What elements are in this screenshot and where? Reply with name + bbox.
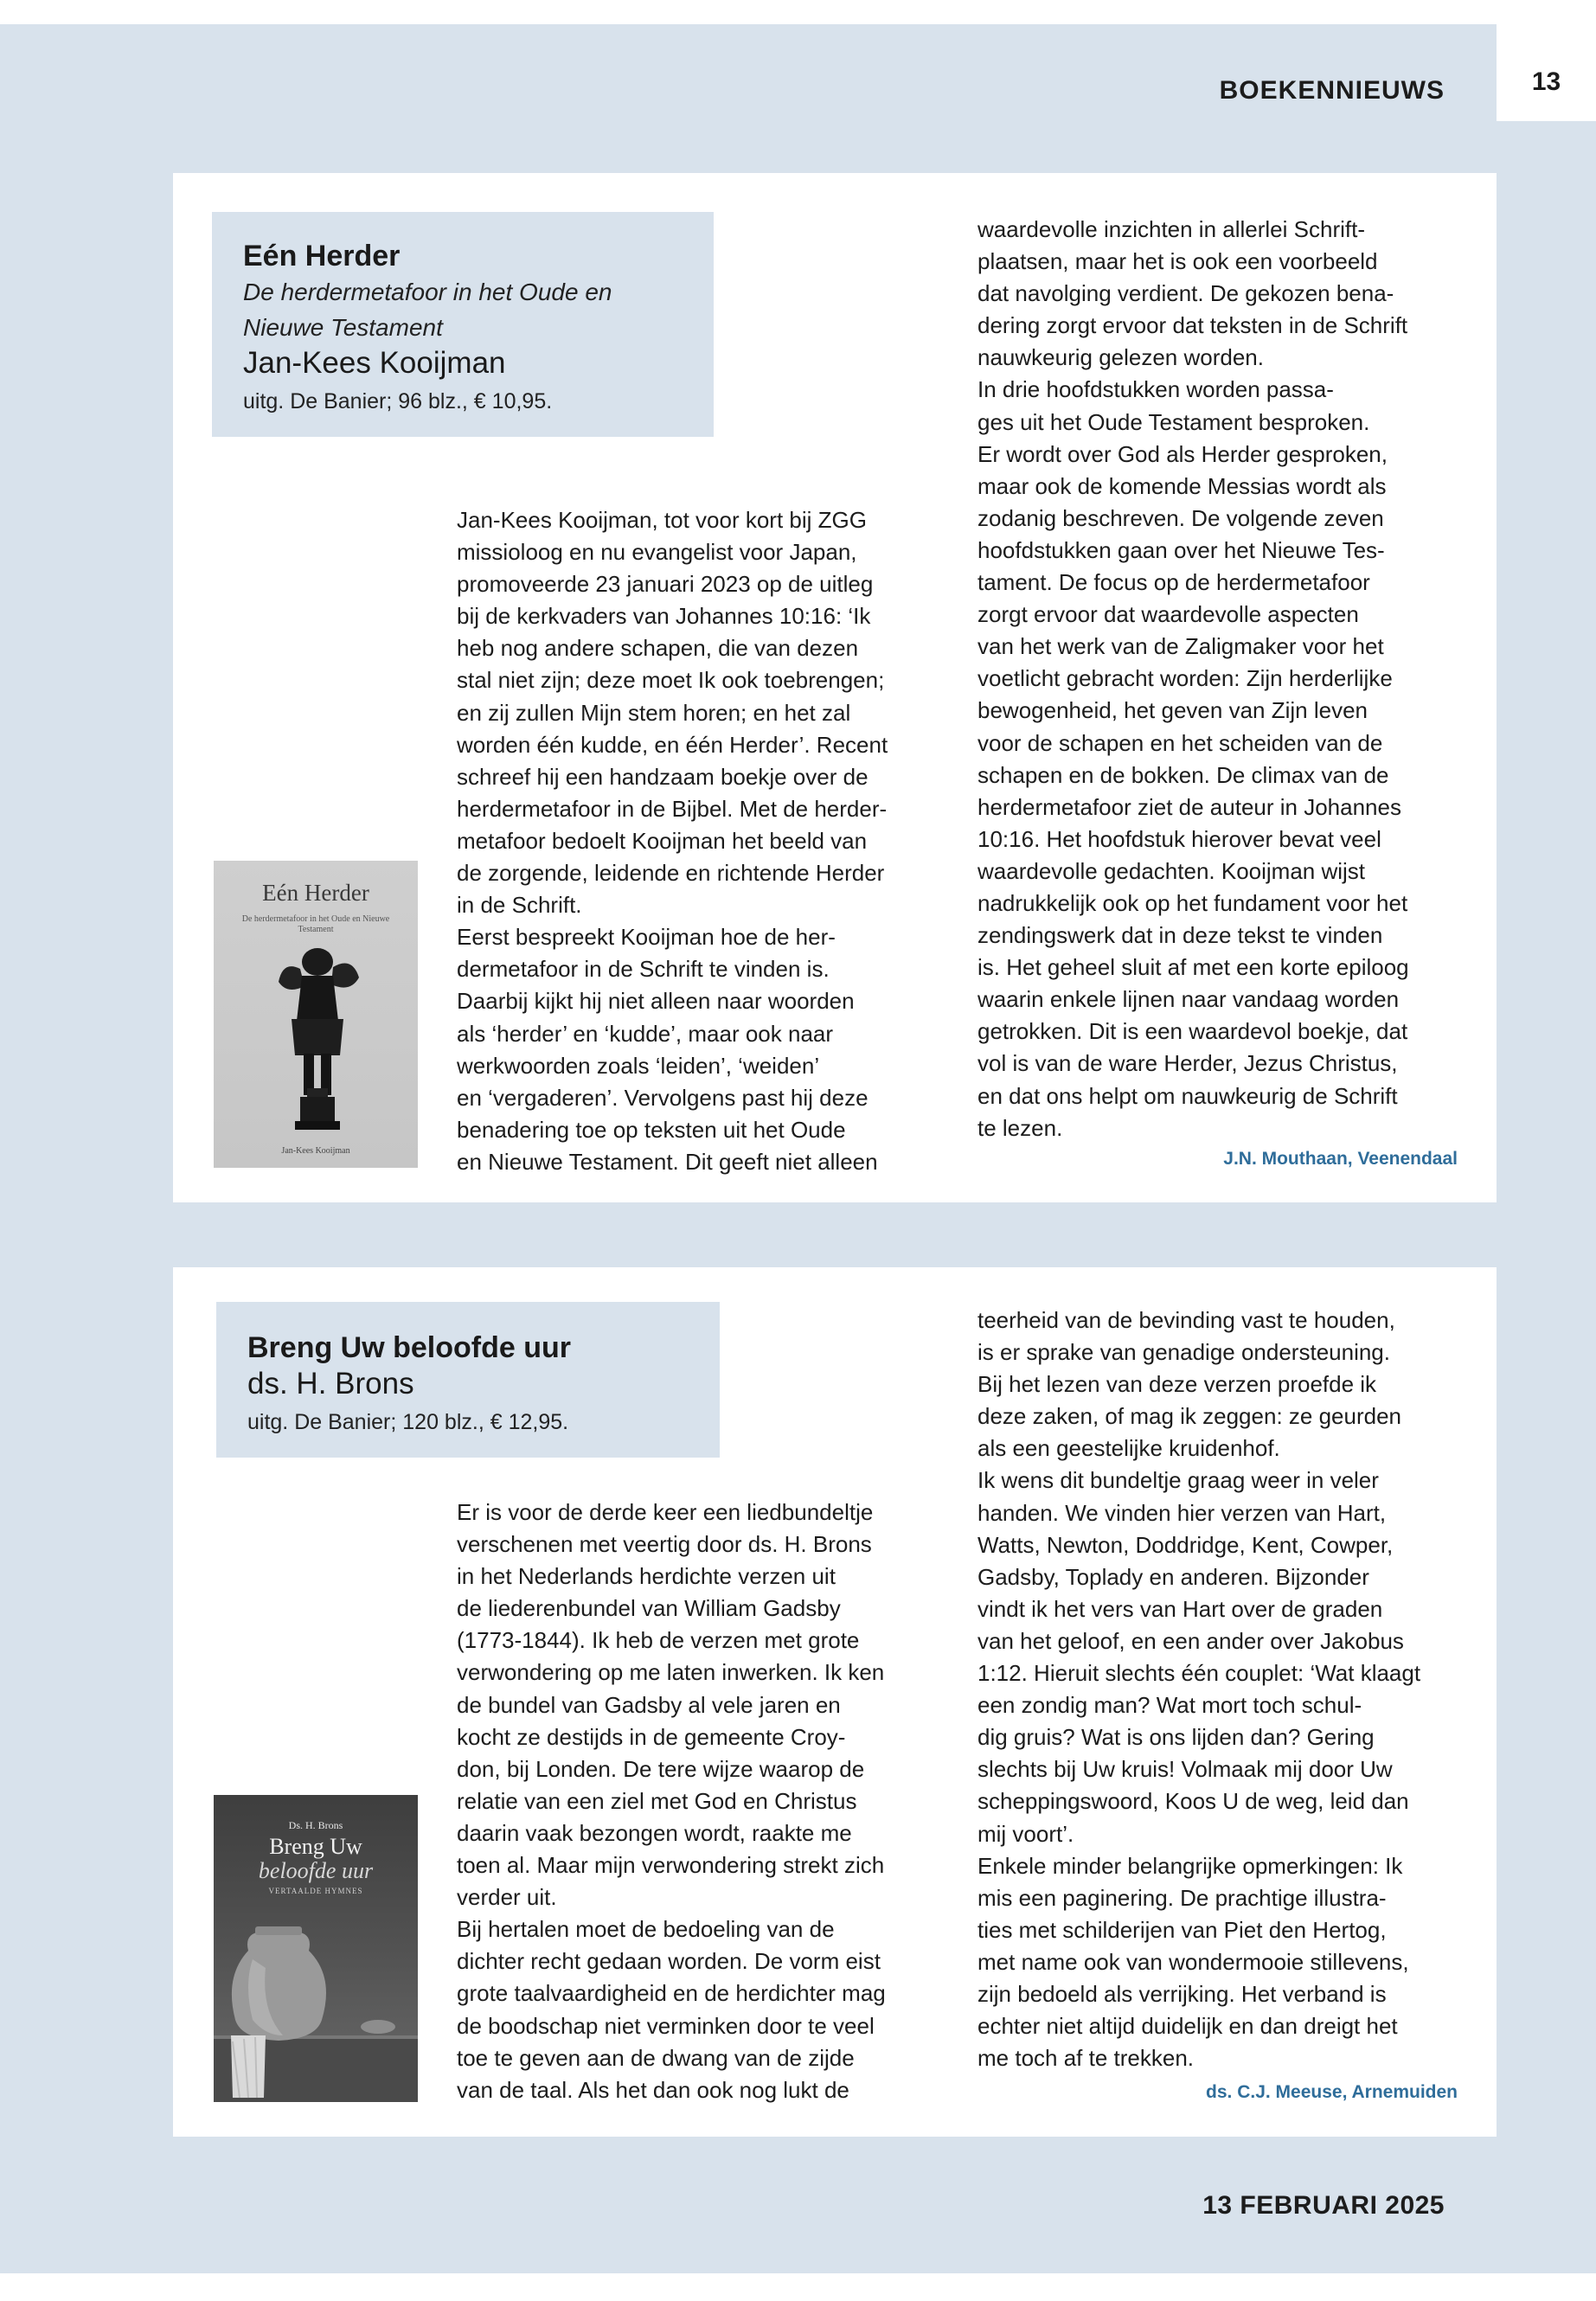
cover-subtitle: De herdermetafoor in het Oude en Nieuwe Testament: [241, 914, 390, 934]
review-card-een-herder: [173, 173, 1497, 1202]
review-text-line: Enkele minder belangrijke opmerkingen: Ik: [977, 1852, 1403, 1879]
review-text-line: de boodschap niet verminken door te veel: [457, 2012, 875, 2039]
review-text-line: voor de schapen en het scheiden van de: [977, 729, 1383, 756]
review-text-line: herdermetafoor ziet de auteur in Johannes: [977, 793, 1401, 820]
review-text-line: werkwoorden zoals ‘leiden’, ‘weiden’: [457, 1052, 820, 1079]
review-text-line: deze zaken, of mag ik zeggen: ze geurden: [977, 1403, 1401, 1430]
review-text-line: ties met schilderijen van Piet den Hertog,: [977, 1916, 1387, 1943]
cover-title: Breng Uw: [269, 1834, 362, 1859]
review-text-line: metafoor bedoelt Kooijman het beeld van: [457, 827, 868, 854]
shepherd-statue-illustration: [266, 943, 369, 1133]
review-text-line: vindt ik het vers van Hart over de graden: [977, 1595, 1383, 1622]
section-title: BOEKENNIEUWS: [1219, 76, 1445, 105]
review-text-line: nadrukkelijk ook op het fundament voor het: [977, 889, 1408, 916]
review-text-line: daarin vaak bezongen wordt, raakte me: [457, 1819, 852, 1846]
book-cover-image: [214, 1795, 418, 2102]
review-text-line: is er sprake van genadige ondersteuning.: [977, 1339, 1390, 1366]
review-column-left: [457, 504, 941, 1178]
review-text-line: zodanig beschreven. De volgende zeven: [977, 504, 1384, 531]
review-text-line: van het werk van de Zaligmaker voor het: [977, 633, 1384, 660]
review-text-line: van het geloof, en een ander over Jakobus: [977, 1627, 1404, 1654]
cover-tagline: VERTAALDE HYMNES: [268, 1887, 363, 1895]
review-text-line: toe te geven aan de dwang van de zijde: [457, 2044, 855, 2071]
review-text-line: Bij hertalen moet de bedoeling van de: [457, 1916, 835, 1943]
book-subtitle: Nieuwe Testament: [243, 314, 443, 341]
review-text-line: grote taalvaardigheid en de herdichter mag: [457, 1980, 886, 2007]
review-text-line: te lezen.: [977, 1114, 1063, 1141]
review-text-line: dichter recht gedaan worden. De vorm eist: [457, 1948, 881, 1975]
book-publisher: uitg. De Banier; 96 blz., € 10,95.: [243, 389, 553, 413]
page-number: 13: [1531, 67, 1561, 96]
review-text-line: dat navolging verdient. De gekozen bena-: [977, 280, 1394, 307]
review-text-line: promoveerde 23 januari 2023 op de uitleg: [457, 571, 874, 598]
review-text-line: heb nog andere schapen, die van dezen: [457, 635, 859, 662]
review-text-line: van de taal. Als het dan ook nog lukt de: [457, 2076, 849, 2103]
review-text-line: tament. De focus op de herdermetafoor: [977, 569, 1370, 596]
review-text-line: en zij zullen Mijn stem horen; en het zal: [457, 699, 851, 726]
review-text-line: mij voort’.: [977, 1820, 1074, 1847]
review-text-line: zorgt ervoor dat waardevolle aspecten: [977, 601, 1359, 628]
review-text-line: hoofdstukken gaan over het Nieuwe Tes-: [977, 536, 1385, 563]
review-text-line: dering zorgt ervoor dat teksten in de Schrift: [977, 312, 1408, 339]
book-publisher: uitg. De Banier; 120 blz., € 12,95.: [247, 1410, 569, 1434]
review-text-line: een zondig man? Wat mort toch schul-: [977, 1692, 1362, 1719]
review-text-line: verwondering op me laten inwerken. Ik ken: [457, 1659, 885, 1686]
cover-title-italic: beloofde uur: [258, 1858, 374, 1883]
review-text-line: maar ook de komende Messias wordt als: [977, 472, 1387, 499]
review-text-line: Gadsby, Toplady en anderen. Bijzonder: [977, 1563, 1369, 1590]
cover-author: Jan-Kees Kooijman: [281, 1146, 350, 1156]
review-text-line: don, bij Londen. De tere wijze waarop de: [457, 1755, 865, 1782]
review-text-line: en ‘vergaderen’. Vervolgens past hij deze: [457, 1084, 869, 1111]
review-text-line: de zorgende, leidende en richtende Herder: [457, 860, 885, 887]
review-text-line: Watts, Newton, Doddridge, Kent, Cowper,: [977, 1531, 1394, 1558]
review-text-line: en Nieuwe Testament. Dit geeft niet alleen: [457, 1148, 878, 1175]
reviewer-credit: J.N. Mouthaan, Veenendaal: [1223, 1149, 1458, 1169]
book-author: Jan-Kees Kooijman: [243, 346, 506, 380]
review-text-line: zendingswerk dat in deze tekst te vinden: [977, 922, 1383, 949]
review-text-line: schapen en de bokken. De climax van de: [977, 761, 1389, 788]
review-text-line: 1:12. Hieruit slechts één couplet: ‘Wat klaagt: [977, 1660, 1421, 1687]
review-text-line: zijn bedoeld als verrijking. Het verband is: [977, 1980, 1387, 2007]
review-text-line: vol is van de ware Herder, Jezus Christus,: [977, 1050, 1398, 1077]
review-text-line: stal niet zijn; deze moet Ik ook toebrengen;: [457, 667, 885, 694]
review-text-line: handen. We vinden hier verzen van Hart,: [977, 1499, 1387, 1526]
review-text-line: Ik wens dit bundeltje graag weer in veler: [977, 1467, 1379, 1494]
review-text-line: slechts bij Uw kruis! Volmaak mij door Uw: [977, 1756, 1393, 1783]
review-text-line: de bundel van Gadsby al vele jaren en: [457, 1691, 841, 1718]
review-text-line: Eerst bespreekt Kooijman hoe de her-: [457, 924, 836, 951]
review-text-line: Er is voor de derde keer een liedbundeltje: [457, 1499, 874, 1525]
book-title: Breng Uw beloofde uur: [247, 1331, 571, 1364]
review-text-line: In drie hoofdstukken worden passa-: [977, 376, 1334, 403]
review-text-line: in het Nederlands herdichte verzen uit: [457, 1563, 836, 1590]
review-text-line: met name ook van wondermooie stillevens,: [977, 1948, 1409, 1975]
review-text-line: dig gruis? Wat is ons lijden dan? Gering: [977, 1724, 1375, 1751]
review-text-line: nauwkeurig gelezen worden.: [977, 344, 1264, 371]
cover-title: Eén Herder: [262, 880, 369, 906]
review-text-line: (1773-1844). Ik heb de verzen met grote: [457, 1627, 860, 1654]
reviewer-credit: ds. C.J. Meeuse, Arnemuiden: [1206, 2082, 1458, 2102]
still-life-jug-illustration: [214, 1925, 418, 2102]
review-text-line: mis een paginering. De prachtige illustra-: [977, 1884, 1387, 1911]
review-text-line: 10:16. Het hoofdstuk hierover bevat veel: [977, 825, 1381, 852]
review-text-line: is. Het geheel sluit af met een korte epiloog: [977, 954, 1409, 981]
review-text-line: getrokken. Dit is een waardevol boekje, dat: [977, 1018, 1408, 1045]
review-text-line: missioloog en nu evangelist voor Japan,: [457, 539, 857, 566]
review-text-line: plaatsen, maar het is ook een voorbeeld: [977, 248, 1378, 275]
review-text-line: echter niet altijd duidelijk en dan dreigt het: [977, 2013, 1398, 2040]
review-text-line: kocht ze destijds in de gemeente Croy-: [457, 1723, 846, 1750]
review-text-line: als een geestelijke kruidenhof.: [977, 1435, 1280, 1462]
review-text-line: bij de kerkvaders van Johannes 10:16: ‘Ik: [457, 603, 871, 630]
review-text-line: Jan-Kees Kooijman, tot voor kort bij ZGG: [457, 507, 867, 533]
review-text-line: waardevolle gedachten. Kooijman wijst: [977, 857, 1366, 884]
review-text-line: verschenen met veertig door ds. H. Brons: [457, 1531, 872, 1558]
review-text-line: de liederenbundel van William Gadsby: [457, 1595, 841, 1622]
review-text-line: benadering toe op teksten uit het Oude: [457, 1116, 846, 1143]
issue-date: 13 FEBRUARI 2025: [1202, 2191, 1445, 2220]
book-subtitle: De herdermetafoor in het Oude en: [243, 279, 612, 305]
book-info-box: [216, 1302, 720, 1458]
review-text-line: relatie van een ziel met God en Christus: [457, 1787, 857, 1814]
review-text-line: als ‘herder’ en ‘kudde’, maar ook naar: [457, 1020, 834, 1047]
review-text-line: worden één kudde, en één Herder’. Recent: [457, 731, 888, 758]
review-column-right: [977, 214, 1475, 1144]
review-text-line: herdermetafoor in de Bijbel. Met de herder-: [457, 795, 888, 822]
review-text-line: schreef hij een handzaam boekje over de: [457, 763, 869, 790]
review-text-line: bewogenheid, het geven van Zijn leven: [977, 697, 1368, 724]
book-info-box: [212, 212, 714, 437]
review-text-line: in de Schrift.: [457, 892, 582, 919]
review-text-line: scheppingswoord, Koos U de weg, leid dan: [977, 1788, 1409, 1815]
review-text-line: waardevolle inzichten in allerlei Schrift-: [977, 216, 1365, 242]
review-column-right: [977, 1304, 1475, 2074]
review-column-left: [457, 1497, 941, 2106]
review-text-line: Daarbij kijkt hij niet alleen naar woorden: [457, 988, 855, 1015]
review-text-line: voetlicht gebracht worden: Zijn herderlijke: [977, 665, 1393, 692]
book-title: Eén Herder: [243, 240, 401, 272]
review-text-line: en dat ons helpt om nauwkeurig de Schrift: [977, 1082, 1398, 1109]
review-card-breng-uw-beloofde-uur: [173, 1267, 1497, 2137]
cover-author: Ds. H. Brons: [288, 1819, 343, 1831]
review-text-line: dermetafoor in de Schrift te vinden is.: [457, 956, 830, 983]
review-text-line: verder uit.: [457, 1884, 557, 1911]
review-text-line: Bij het lezen van deze verzen proefde ik: [977, 1371, 1377, 1398]
review-text-line: toen al. Maar mijn verwondering strekt zich: [457, 1852, 885, 1879]
review-text-line: teerheid van de bevinding vast te houden,: [977, 1307, 1395, 1333]
review-text-line: waarin enkele lijnen naar vandaag worden: [977, 986, 1400, 1013]
book-cover-image: [214, 861, 418, 1168]
book-author: ds. H. Brons: [247, 1367, 414, 1400]
review-text-line: me toch af te trekken.: [977, 2045, 1195, 2072]
review-text-line: Er wordt over God als Herder gesproken,: [977, 440, 1388, 467]
review-text-line: ges uit het Oude Testament besproken.: [977, 408, 1370, 435]
